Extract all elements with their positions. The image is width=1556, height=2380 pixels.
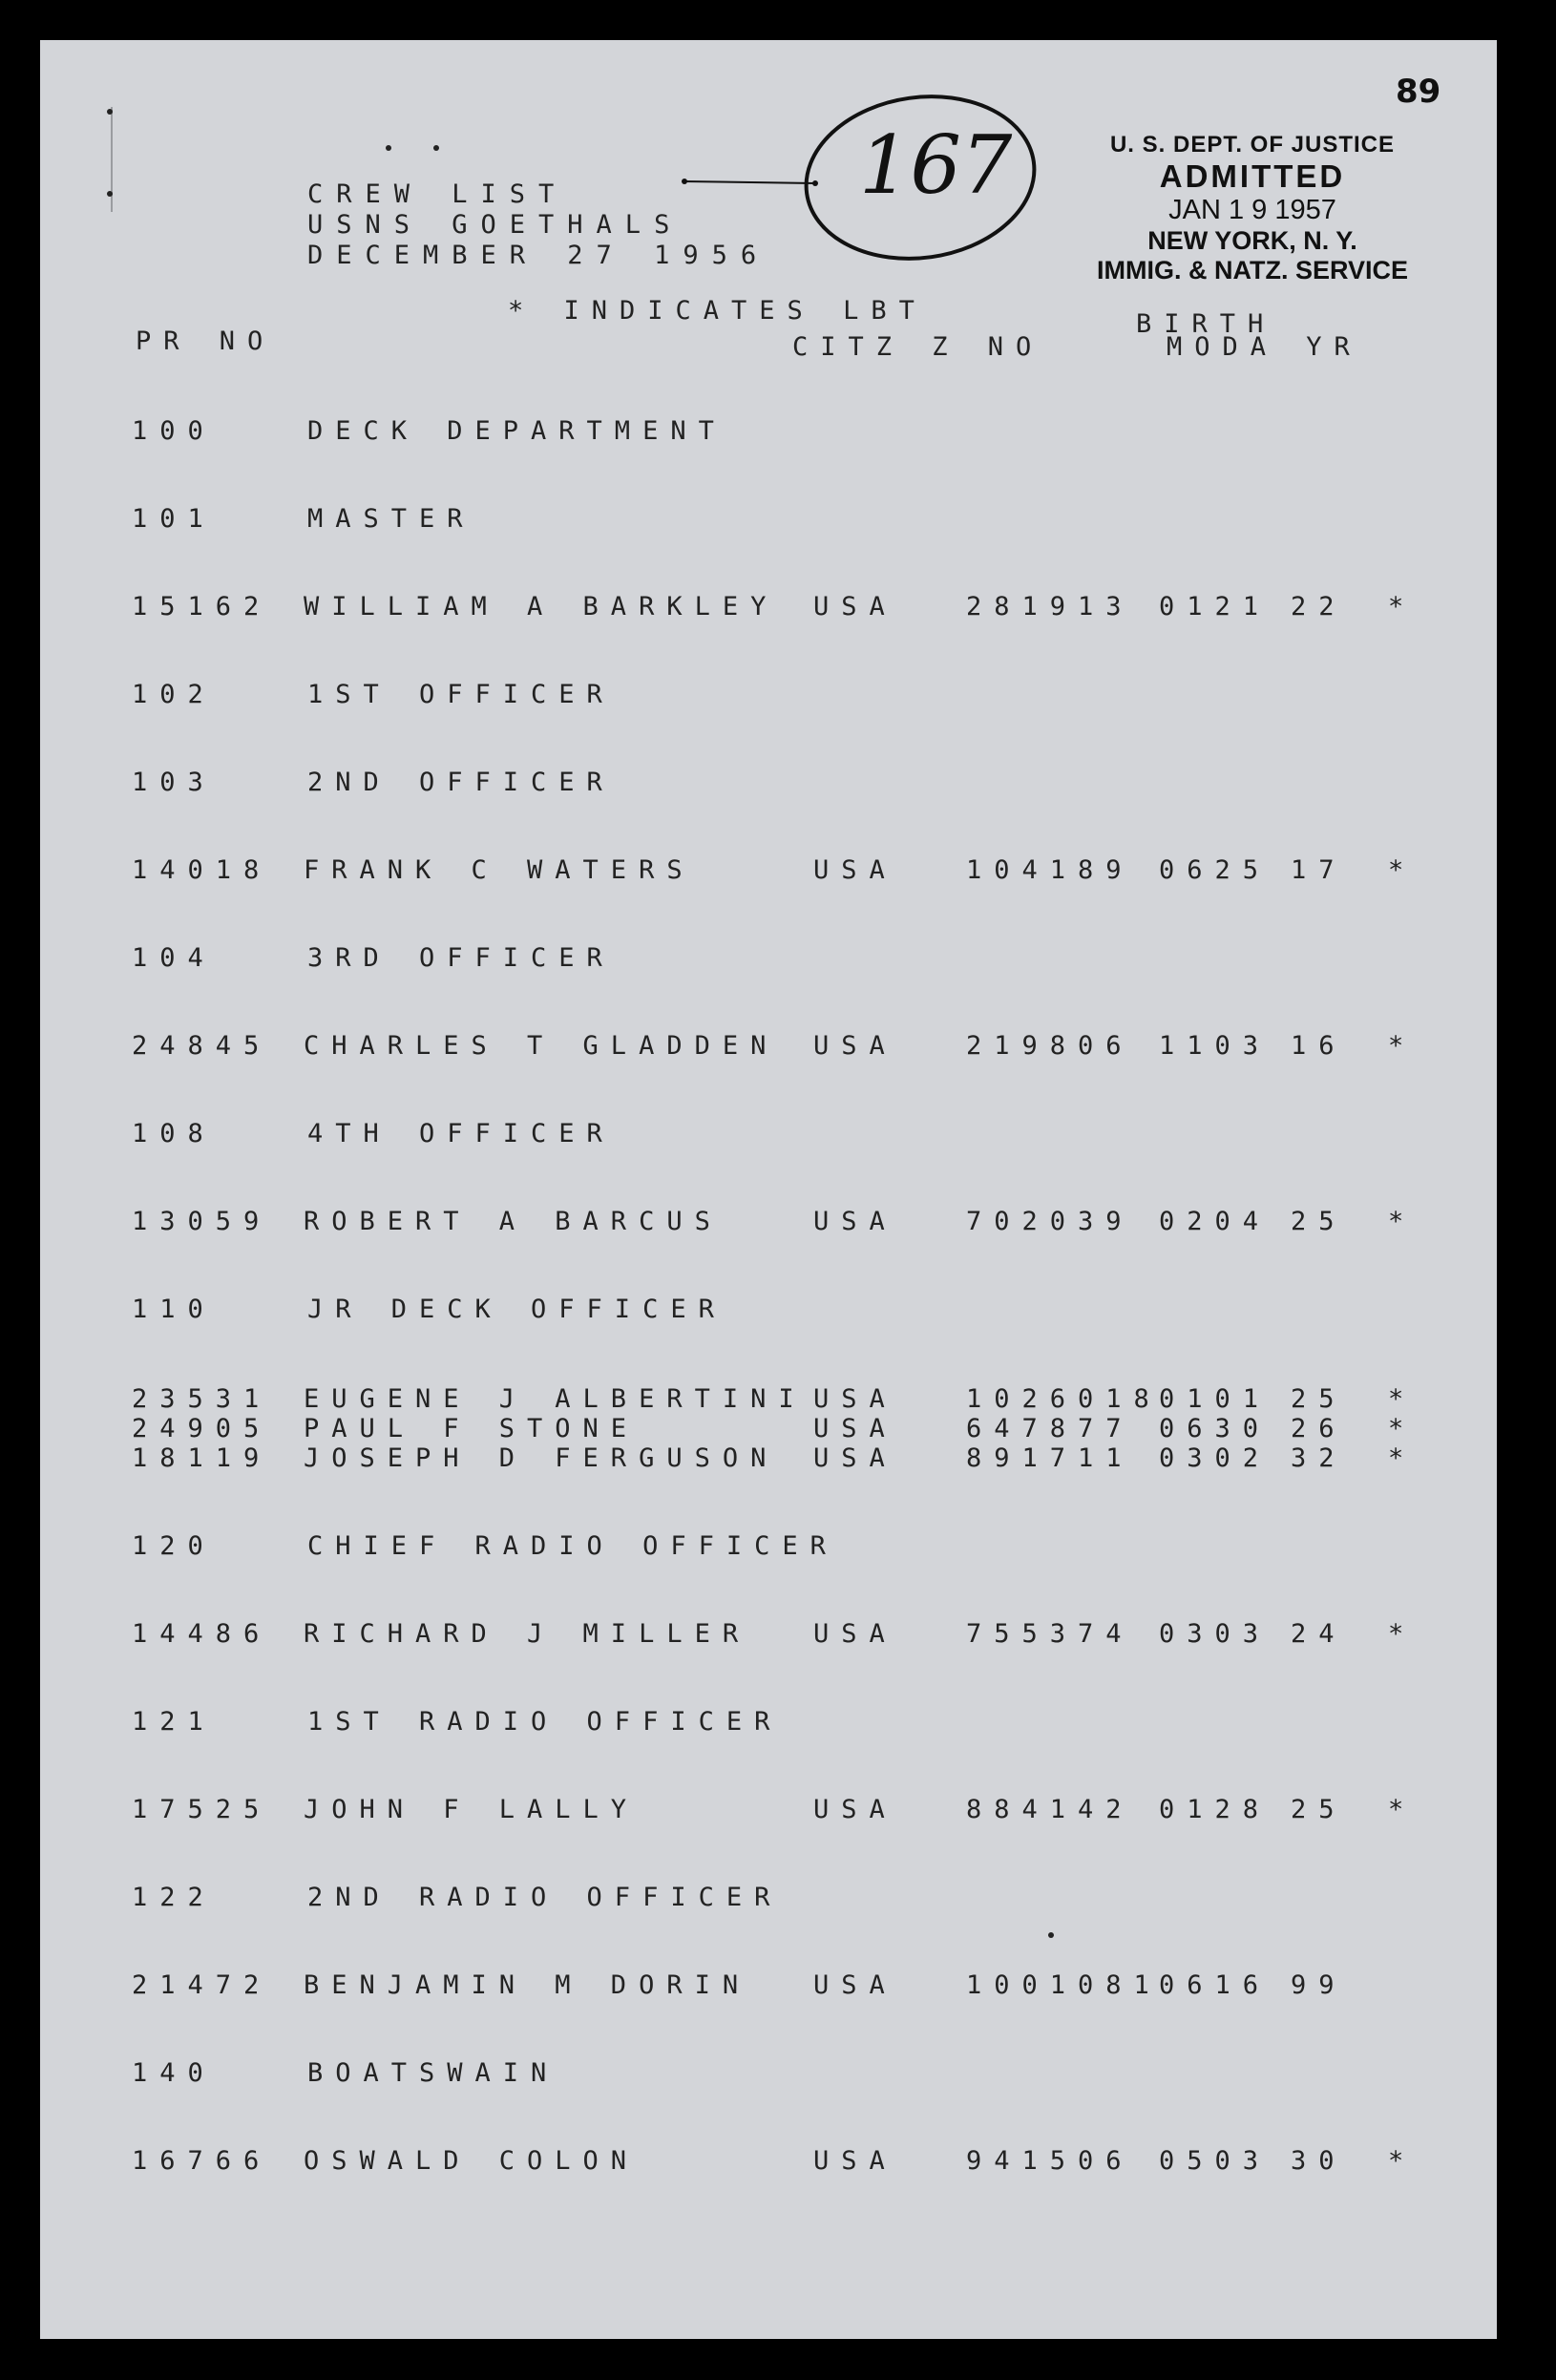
lbt-mark: *: [1388, 1619, 1417, 1649]
pr-number: 108: [132, 1119, 216, 1148]
ship-name: USNS GOETHALS: [307, 210, 683, 240]
speck-dot: [1048, 1932, 1054, 1938]
pr-number: 15162: [132, 592, 272, 621]
z-number: 219806: [966, 1031, 1134, 1061]
section-label: 1ST OFFICER: [307, 680, 615, 709]
lbt-mark: *: [1388, 1795, 1417, 1824]
birth-year: 24: [1291, 1619, 1347, 1649]
crew-name: ROBERT A BARCUS: [304, 1207, 723, 1236]
birth-moda: 0302: [1159, 1443, 1272, 1473]
z-number: 647877: [966, 1414, 1134, 1443]
birth-moda: 0503: [1159, 2146, 1272, 2176]
stamp-status: ADMITTED: [1159, 158, 1346, 194]
lbt-mark: *: [1388, 1207, 1417, 1236]
document-page: [40, 40, 1497, 2339]
speck-dot: [386, 145, 391, 151]
section-label: DECK DEPARTMENT: [307, 416, 726, 446]
birth-year: 16: [1291, 1031, 1347, 1061]
birth-moda: 0121: [1159, 592, 1272, 621]
lbt-note: * INDICATES LBT: [508, 296, 927, 326]
pr-number: 122: [132, 1883, 216, 1912]
section-label: BOATSWAIN: [307, 2058, 559, 2088]
citizenship: USA: [813, 855, 897, 885]
lbt-mark: *: [1388, 592, 1417, 621]
crew-name: OSWALD COLON: [304, 2146, 640, 2176]
lbt-mark: *: [1388, 855, 1417, 885]
citizenship: USA: [813, 1619, 897, 1649]
section-label: 4TH OFFICER: [307, 1119, 615, 1148]
birth-moda: 0128: [1159, 1795, 1272, 1824]
pr-number: 103: [132, 768, 216, 797]
margin-dot: [107, 191, 113, 197]
crew-name: CHARLES T GLADDEN: [304, 1031, 779, 1061]
col-moda-yr-header: MODA YR: [1167, 332, 1362, 362]
birth-moda: 0303: [1159, 1619, 1272, 1649]
birth-year: 25: [1291, 1207, 1347, 1236]
citizenship: USA: [813, 1970, 897, 2000]
crew-name: JOHN F LALLY: [304, 1795, 640, 1824]
col-birth-header: BIRTH: [1136, 309, 1276, 339]
pr-number: 120: [132, 1531, 216, 1561]
list-title: CREW LIST: [307, 179, 568, 209]
citizenship: USA: [813, 592, 897, 621]
pr-number: 100: [132, 416, 216, 446]
z-number: 104189: [966, 855, 1134, 885]
z-number: 281913: [966, 592, 1134, 621]
pr-number: 13059: [132, 1207, 272, 1236]
citizenship: USA: [813, 1207, 897, 1236]
birth-year: 26: [1291, 1414, 1347, 1443]
birth-year: 32: [1291, 1443, 1347, 1473]
birth-moda: 0625: [1159, 855, 1272, 885]
citizenship: USA: [813, 1443, 897, 1473]
section-label: 1ST RADIO OFFICER: [307, 1707, 783, 1737]
crew-name: PAUL F STONE: [304, 1414, 640, 1443]
section-label: CHIEF RADIO OFFICER: [307, 1531, 838, 1561]
section-label: 2ND RADIO OFFICER: [307, 1883, 783, 1912]
crew-name: EUGENE J ALBERTINI: [304, 1384, 807, 1414]
z-number: 884142: [966, 1795, 1134, 1824]
pr-number: 101: [132, 504, 216, 534]
stamp-agency: U. S. DEPT. OF JUSTICE: [1109, 132, 1396, 158]
birth-year: 17: [1291, 855, 1347, 885]
citizenship: USA: [813, 1031, 897, 1061]
z-number: 891711: [966, 1443, 1134, 1473]
pr-number: 24905: [132, 1414, 272, 1443]
pr-number: 17525: [132, 1795, 272, 1824]
stamp-location: NEW YORK, N. Y.: [1147, 225, 1357, 255]
citizenship: USA: [813, 1384, 897, 1414]
pr-number: 23531: [132, 1384, 272, 1414]
lbt-mark: *: [1388, 1031, 1417, 1061]
birth-moda: 0630: [1159, 1414, 1272, 1443]
stamp-service: IMMIG. & NATZ. SERVICE: [1096, 255, 1409, 284]
birth-year: 30: [1291, 2146, 1347, 2176]
pr-number: 104: [132, 943, 216, 973]
section-label: MASTER: [307, 504, 475, 534]
birth-moda: 0204: [1159, 1207, 1272, 1236]
lbt-mark: *: [1388, 1414, 1417, 1443]
z-number: 755374: [966, 1619, 1134, 1649]
pr-number: 110: [132, 1295, 216, 1324]
pr-number: 140: [132, 2058, 216, 2088]
list-date: DECEMBER 27 1956: [307, 241, 770, 270]
lbt-mark: *: [1388, 1384, 1417, 1414]
pr-number: 16766: [132, 2146, 272, 2176]
stamp-date: JAN 1 9 1957: [1168, 194, 1336, 225]
z-number: 702039: [966, 1207, 1134, 1236]
crew-name: BENJAMIN M DORIN: [304, 1970, 751, 2000]
col-citz-header: CITZ Z NO: [792, 332, 1044, 362]
pr-number: 121: [132, 1707, 216, 1737]
birth-moda: 1103: [1159, 1031, 1272, 1061]
col-pr-no-header: PR NO: [136, 326, 276, 356]
birth-moda: 0616: [1159, 1970, 1272, 2000]
birth-year: 99: [1291, 1970, 1347, 2000]
crew-name: JOSEPH D FERGUSON: [304, 1443, 779, 1473]
pr-number: 24845: [132, 1031, 272, 1061]
birth-year: 22: [1291, 592, 1347, 621]
birth-year: 25: [1291, 1384, 1347, 1414]
pr-number: 14018: [132, 855, 272, 885]
z-number: 1001081: [966, 1970, 1162, 2000]
pr-number: 18119: [132, 1443, 272, 1473]
lbt-mark: *: [1388, 2146, 1417, 2176]
admitted-stamp: [1081, 132, 1424, 285]
lbt-mark: *: [1388, 1443, 1417, 1473]
section-label: JR DECK OFFICER: [307, 1295, 726, 1324]
pr-number: 14486: [132, 1619, 272, 1649]
crew-name: RICHARD J MILLER: [304, 1619, 751, 1649]
citizenship: USA: [813, 2146, 897, 2176]
crew-name: FRANK C WATERS: [304, 855, 695, 885]
section-label: 2ND OFFICER: [307, 768, 615, 797]
section-label: 3RD OFFICER: [307, 943, 615, 973]
birth-moda: 0101: [1159, 1384, 1272, 1414]
pr-number: 102: [132, 680, 216, 709]
speck-dot: [433, 145, 439, 151]
pr-number: 21472: [132, 1970, 272, 2000]
z-number: 941506: [966, 2146, 1134, 2176]
page-number: 89: [1396, 73, 1441, 111]
crew-name: WILLIAM A BARKLEY: [304, 592, 779, 621]
handwritten-number: 167: [859, 118, 1013, 212]
margin-dot: [107, 109, 113, 115]
citizenship: USA: [813, 1795, 897, 1824]
z-number: 1026018: [966, 1384, 1162, 1414]
birth-year: 25: [1291, 1795, 1347, 1824]
citizenship: USA: [813, 1414, 897, 1443]
